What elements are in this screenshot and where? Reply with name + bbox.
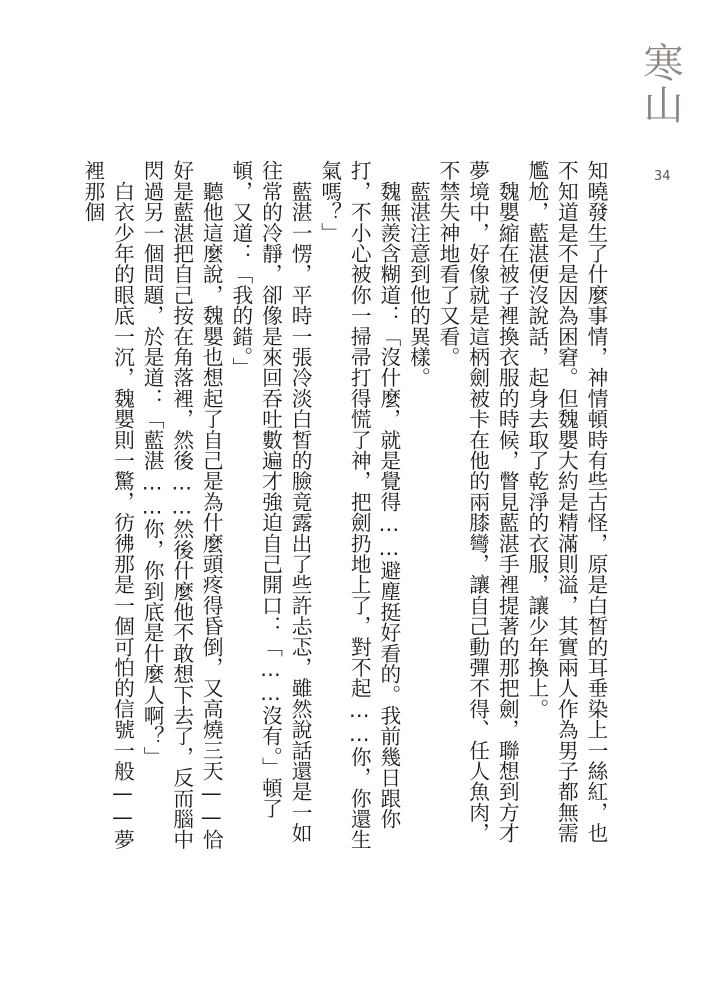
paragraph: 魏無羨含糊道：「沒什麼，就是覺得……避塵挺好看的。我前幾日跟你打，不小心被你一掃帚打得慌了神，把劍扔地上了，對不起……你，你還生氣嗎？」 [317,160,401,850]
paragraph: 藍湛一愣，平時一張冷淡白皙的臉竟露出了些許忐忑，雖然說話還是一如往常的冷靜，卻像是來回吞吐數遍才強迫自己開口：「……沒有。」頓了頓，又道：「我的錯。」 [228,160,313,844]
body-text [77,160,610,860]
page-title: 寒山 [637,42,683,126]
paragraph: 藍湛注意到他的異樣。 [406,160,431,388]
paragraph: 白衣少年的眼底一沉，魏嬰則一驚，彷彿那是一個可怕的信號一般——夢裡那個 [80,160,135,850]
paragraph: 魏嬰縮在被子裡換衣服的時候，瞥見藍湛手裡提著的那把劍，聯想到方才夢境中，好像就是這柄劍被卡在他的兩膝彎，讓自己動彈不得、任人魚肉，不禁失神地看了又看。 [436,160,520,844]
page-number: 34 [654,169,671,184]
paragraph: 知曉發生了什麼事情，神情頓時有些古怪，原是白皙的耳垂染上一絲紅，也不知道是不是因為困窘。但魏嬰大約是精滿則溢，其實兩人作為男子都無需尷尬，藍湛便沒說話，起身去取了乾淨的衣服，讓少年換上。 [524,160,608,844]
paragraph: 聽他這麼說，魏嬰也想起了自己是為什麼頭疼得昏倒，又高燒三天——恰好是藍湛把自己按在角落裡，然後……然後什麼他不敢想下去了，反而腦中閃過另一個問題，於是道：「藍湛……你，你到底是什麼人啊？」 [140,160,224,850]
